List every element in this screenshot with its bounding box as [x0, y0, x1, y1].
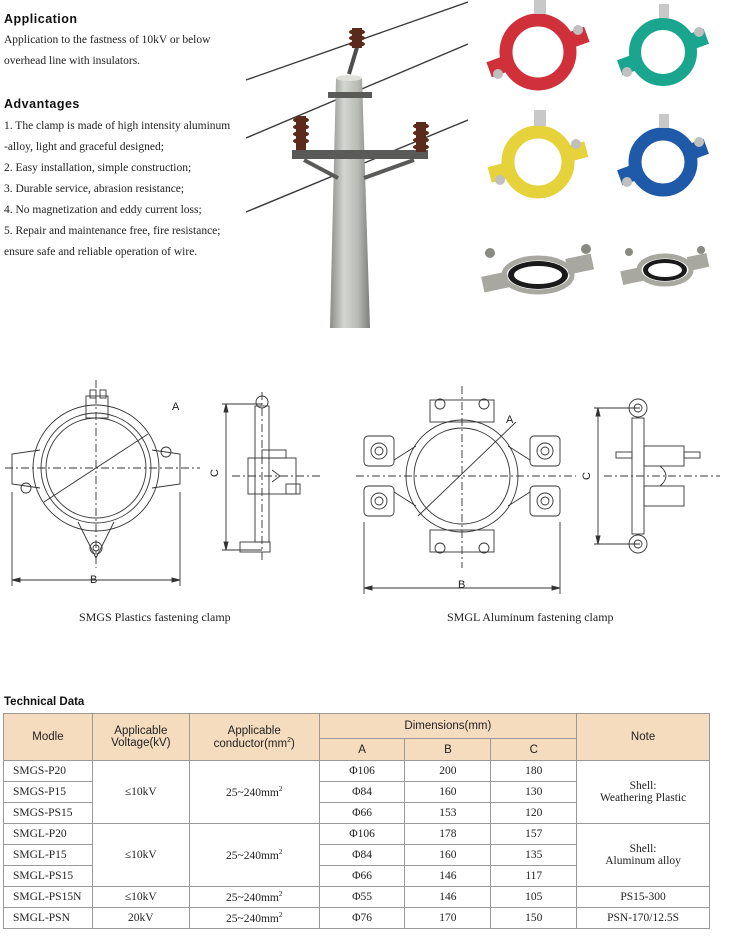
cell-dim-c: 135 — [491, 845, 577, 866]
table-row — [4, 887, 710, 908]
cell-dim-c: 105 — [491, 887, 577, 908]
cell-dim-c: 117 — [491, 866, 577, 887]
dim-label-b-plastic: B — [90, 574, 98, 586]
technical-data-heading: Technical Data — [4, 696, 85, 708]
smgs-front-view — [5, 380, 200, 586]
cell-model: SMGL-PS15 — [4, 866, 93, 887]
dim-label-a-aluminum: A — [506, 414, 514, 426]
cell-note: PS15-300 — [577, 887, 710, 908]
cell-dim-b: 170 — [405, 908, 491, 929]
caption-smgs-plastic: SMGS Plastics fastening clamp — [79, 610, 231, 624]
table-row — [4, 824, 710, 845]
cell-voltage: ≤10kV — [92, 887, 189, 908]
cell-voltage: ≤10kV — [92, 761, 189, 824]
smgl-side-view — [594, 399, 720, 553]
yellow-clamp-photo — [488, 110, 589, 192]
cell-model: SMGL-PSN — [4, 908, 93, 929]
dim-label-c-plastic: C — [208, 469, 221, 477]
cell-model: SMGL-PS15N — [4, 887, 93, 908]
advantage-line: 3. Durable service, abrasion resistance; — [4, 183, 185, 195]
application-line: Application to the fastness of 10kV or below — [4, 34, 211, 46]
technical-data-table — [3, 713, 710, 929]
application-text — [4, 30, 210, 72]
dim-label-b-aluminum: B — [458, 579, 466, 591]
advantages-list — [4, 116, 230, 263]
cell-model: SMGL-P20 — [4, 824, 93, 845]
blue-clamp-photo — [617, 114, 709, 190]
cell-dim-a: Φ55 — [319, 887, 405, 908]
cell-dim-a: Φ84 — [319, 782, 405, 803]
caption-smgl-aluminum: SMGL Aluminum fastening clamp — [447, 610, 614, 624]
cell-dim-a: Φ66 — [319, 803, 405, 824]
header-dim-c: C — [491, 739, 577, 761]
cell-dim-c: 180 — [491, 761, 577, 782]
advantage-line: -alloy, light and graceful designed; — [4, 141, 164, 153]
header-voltage: Applicable Voltage(kV) — [92, 714, 189, 761]
cell-dim-b: 146 — [405, 887, 491, 908]
aluminum-clamp-photo-large — [481, 244, 594, 293]
cell-dim-b: 160 — [405, 782, 491, 803]
advantage-line: 5. Repair and maintenance free, fire resistance; — [4, 225, 221, 237]
cell-dim-b: 160 — [405, 845, 491, 866]
cell-note: PSN-170/12.5S — [577, 908, 710, 929]
cell-dim-b: 153 — [405, 803, 491, 824]
cell-dim-a: Φ76 — [319, 908, 405, 929]
cell-model: SMGS-P20 — [4, 761, 93, 782]
smgs-side-view — [222, 392, 320, 562]
cell-conductor: $25\sim 240mm^2$ — [189, 887, 319, 908]
dim-label-c-aluminum: C — [580, 472, 593, 480]
cell-conductor: $25\sim 240mm^2$ — [189, 824, 319, 887]
cell-dim-c: 157 — [491, 824, 577, 845]
cell-voltage: 20kV — [92, 908, 189, 929]
table-header-row — [4, 714, 710, 739]
advantage-line: 2. Easy installation, simple construction; — [4, 162, 192, 174]
cell-voltage: ≤10kV — [92, 824, 189, 887]
cell-model: SMGS-P15 — [4, 782, 93, 803]
application-line: overhead line with insulators. — [4, 55, 141, 67]
cell-dim-c: 120 — [491, 803, 577, 824]
advantage-line: 4. No magnetization and eddy current loss; — [4, 204, 202, 216]
header-model: Modle — [4, 714, 93, 761]
cell-dim-b: 200 — [405, 761, 491, 782]
advantage-line: ensure safe and reliable operation of wire. — [4, 246, 198, 258]
header-note: Note — [577, 714, 710, 761]
header-conductor — [189, 714, 319, 761]
cell-model: SMGL-P15 — [4, 845, 93, 866]
advantage-line: 1. The clamp is made of high intensity aluminum — [4, 120, 231, 132]
cell-conductor: $25\sim 240mm^2$ — [189, 761, 319, 824]
cell-dim-a: Φ84 — [319, 845, 405, 866]
cell-dim-b: 146 — [405, 866, 491, 887]
cell-model: SMGS-PS15 — [4, 803, 93, 824]
red-clamp-photo — [486, 0, 589, 84]
cell-dim-c: 150 — [491, 908, 577, 929]
cell-conductor: $25\sim 240mm^2$ — [189, 908, 319, 929]
table-row — [4, 908, 710, 929]
cell-dim-c: 130 — [491, 782, 577, 803]
technical-drawings — [0, 372, 730, 602]
cell-dim-b: 178 — [405, 824, 491, 845]
header-dim-a: A — [319, 739, 405, 761]
cell-dim-a: Φ106 — [319, 824, 405, 845]
smgl-front-view — [356, 386, 576, 594]
clamp-photo-grid — [480, 0, 730, 330]
advantages-heading: Advantages — [4, 97, 80, 111]
header-conductor-unit: $conductor(mm^2)$ — [213, 736, 295, 750]
cell-note: Shell: Weathering Plastic — [577, 761, 710, 824]
header-dimensions: Dimensions(mm) — [319, 714, 577, 739]
cell-note: Shell: Aluminum alloy — [577, 824, 710, 887]
cell-dim-a: Φ106 — [319, 761, 405, 782]
table-row — [4, 761, 710, 782]
cell-dim-a: Φ66 — [319, 866, 405, 887]
header-conductor-main: Applicable — [227, 724, 281, 737]
application-heading: Application — [4, 12, 78, 26]
header-dim-b: B — [405, 739, 491, 761]
aluminum-clamp-photo-small — [620, 246, 709, 285]
utility-pole-photo — [246, 0, 468, 328]
dim-label-a-plastic: A — [172, 401, 180, 413]
teal-clamp-photo — [617, 4, 709, 80]
